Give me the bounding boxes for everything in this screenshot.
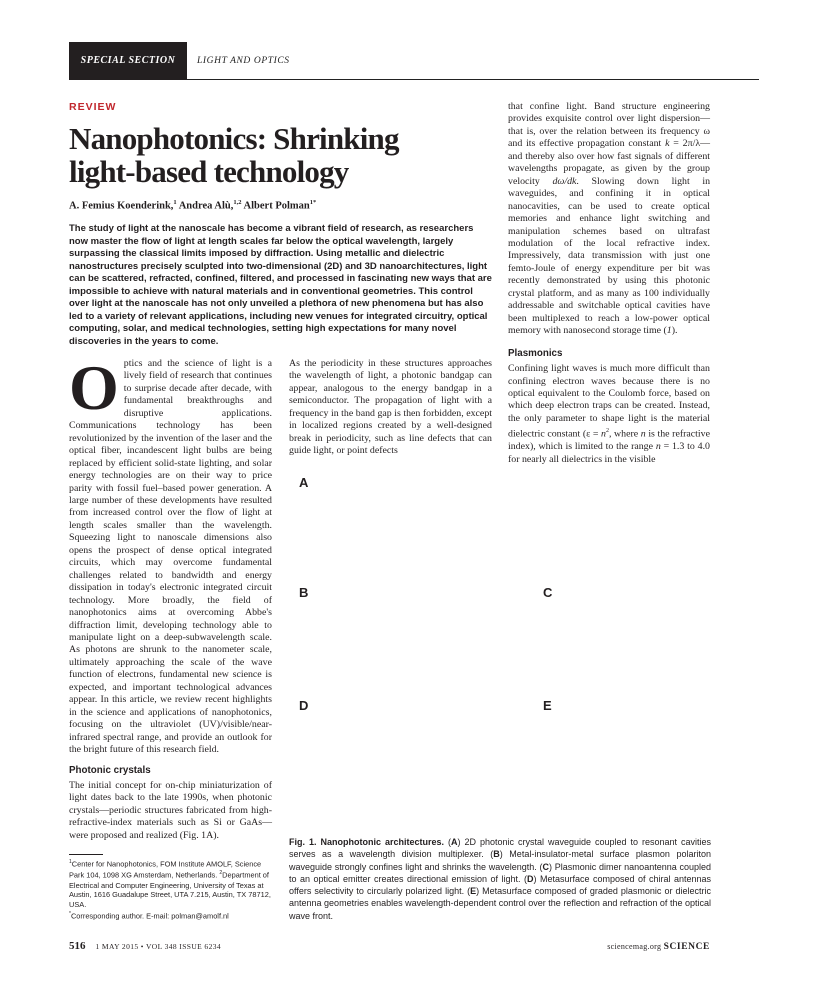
intro-text: ptics and the science of light is a lively field of research that continues to surprise decade after decade, with fundamental breakthroughs and disruptive applications. Communications technology has been revolutionized by the invention of the laser and the optical fiber, incandescent light bulbs are being replaced by efficient solid-state lighting, and solar energy technologies are on their way to price parity with fossil fuel–based power generation. A large number of these developments have resulted from increased control over the flow of light at length scales smaller than the wavelength. Squeezing light to nanoscale dimensions also opens the prospect of dense optical integrated circuits, which may overcome fundamental challenges related to bandwidth and energy dissipation in today's electronic integrated circuit technology. More broadly, the field of nanophotonics aims at overcoming Abbe's diffraction limit, developing technology able to manipulate light on a deep-subwavelength scale. As photons are shrunk to the nanometer scale, ultimately approaching the scale of the wave function of electrons, fundamental new science is expected, and important technological advances appear. In this article, we review recent highlights in the science and applications of nanophotonics, focusing on the ultraviolet (UV)/visible/near-infrared spectral range, and provide an outlook for the bright future of this research field. — [69, 358, 272, 756]
page-number: 516 — [69, 940, 86, 952]
article-title — [69, 122, 489, 188]
author-name: Albert Polman — [241, 200, 310, 212]
article-type-label: REVIEW — [69, 101, 117, 113]
photonic-crystals-paragraph: The initial concept for on-chip miniaturization of light dates back to the late 1990s, when photonic crystals—periodic structures fabricated from high-refractive-index materials such as Si or GaAs—were proposed and realized (Fig. 1A). — [69, 779, 272, 841]
footer-right — [607, 942, 710, 952]
body-column-2 — [289, 358, 492, 458]
figure-caption: Fig. 1. Nanophotonic architectures. (A) 2D photonic crystal waveguide coupled to resonant cavities serves as a wavelength division multiplexer. (B) Metal-insulator-metal surface plasmon polariton waveguide strongly confines light and shrinks the wavelength. (C) Plasmonic dimer nanoantenna coupled to an optical emitter creates directional emission of light. (D) Metasurface composed of chiral antennas offers selectivity to circularly polarized light. (E) Metasurface composed of graded plasmonic or dielectric antenna geometries enables wavelength-dependent control over the reflection and refraction of the optical wave front. — [289, 837, 712, 921]
band-structure-paragraph: that confine light. Band structure engineering provides exquisite control over light dispersion—that is, over the relation between its frequency ω and its effective propagation constant k = 2π/λ—and thereby also over how fast signals of different wavelengths propagate, as given by the group velocity dω/dk. Slowing down light in waveguides, and confining it in optical nanocavities, can be used to create optical memories and enhance light switching and manipulation schemes based on ultrafast modulation of the local refractive index. Impressively, data transmission with just one femto-Joule of energy expenditure per bit was recently demonstrated by using this photonic crystal platform, and as many as 100 individually addressable and switchable optical cavities have been multiplexed to reach a low-power optical memory with nanosecond storage time (1). — [508, 101, 711, 337]
plasmonics-paragraph: Confining light waves is much more difficult than confining electron waves because there is no optical equivalent to the Coulomb force, based on which deep electron traps can be created. Instead, the only parameter to shape light is the material dielectric constant ($\varepsilon = n^2$, where n is the refractive index), which is limited to the range n = 1.3 to 4.0 for nearly all dielectrics in the visible — [508, 363, 710, 465]
author-affiliation-mark: 1,2 — [233, 199, 242, 206]
subheading-photonic-crystals: Photonic crystals — [69, 764, 151, 776]
footnote-rule — [69, 854, 103, 855]
abstract: The study of light at the nanoscale has become a vibrant field of research, as researchers now master the flow of light at length scales far below the optical wavelength, largely surpassing the classical limits imposed by diffraction. Using metallic and dielectric nanostructures precisely sculpted into two-dimensional (2D) and 3D nanoarchitectures, light can be scattered, refracted, confined, filtered, and processed in fascinating new ways that are impossible to achieve with natural materials and in conventional geometries. This control over light at the nanoscale has not only unveiled a plethora of new phenomena but has also led to a variety of relevant applications, including new venues for integrated circuitry, optical computing, solar, and medical technologies, setting high expectations for many novel discoveries in the years to come. — [69, 223, 492, 347]
body-column-3 — [508, 101, 710, 466]
panel-label-d: D — [299, 698, 309, 713]
issue-info: 1 MAY 2015 • VOL 348 ISSUE 6234 — [95, 942, 222, 951]
author-affiliation-mark: 1* — [309, 199, 317, 206]
panel-label-e: E — [543, 698, 552, 713]
panel-label-a: A — [299, 475, 309, 490]
affiliation-footnotes — [69, 858, 272, 921]
page-footer — [69, 940, 710, 952]
section-header — [69, 42, 759, 80]
panel-label-b: B — [299, 585, 309, 600]
affiliations: $^1$Center for Nanophotonics, FOM Institute AMOLF, Science Park 104, 1098 XG Amsterdam, Netherlands. $^2$Department of Electrical and Computer Engineering, University of Texas at Austin, 1616 Guadalupe Street, UTA 7.215, Austin, TX 78712, USA. — [69, 859, 271, 910]
figure-1 — [289, 470, 713, 830]
author-name: Andrea Alù, — [176, 200, 234, 212]
journal-name: SCIENCE — [663, 942, 710, 952]
title-line-1: Nanophotonics: Shrinking — [69, 121, 399, 156]
subheading-plasmonics: Plasmonics — [508, 347, 563, 359]
bandgap-paragraph: As the periodicity in these structures approaches the wavelength of light, a photonic bandgap can appear, analogous to the energy bandgap in a semiconductor. The propagation of light with a frequency in the band gap is then forbidden, except in localized regions created by a well-designed break in periodicity, such as line defects that can guide light, or point defects — [289, 358, 492, 457]
footer-left — [69, 940, 221, 952]
title-line-2: light-based technology — [69, 154, 349, 189]
intro-paragraph — [69, 352, 272, 757]
author-name: A. Femius Koenderink, — [69, 200, 174, 212]
author-list — [69, 199, 316, 212]
drop-cap: O — [69, 352, 119, 423]
corresponding-author: *Corresponding author. E-mail: polman@amolf.nl — [69, 910, 229, 921]
author-affiliation-mark: 1 — [173, 199, 177, 206]
panel-label-c: C — [543, 585, 553, 600]
special-section-tag: SPECIAL SECTION — [69, 42, 187, 80]
section-subtitle: LIGHT AND OPTICS — [197, 55, 290, 66]
body-column-1 — [69, 352, 272, 842]
site-url: sciencemag.org — [607, 942, 664, 951]
